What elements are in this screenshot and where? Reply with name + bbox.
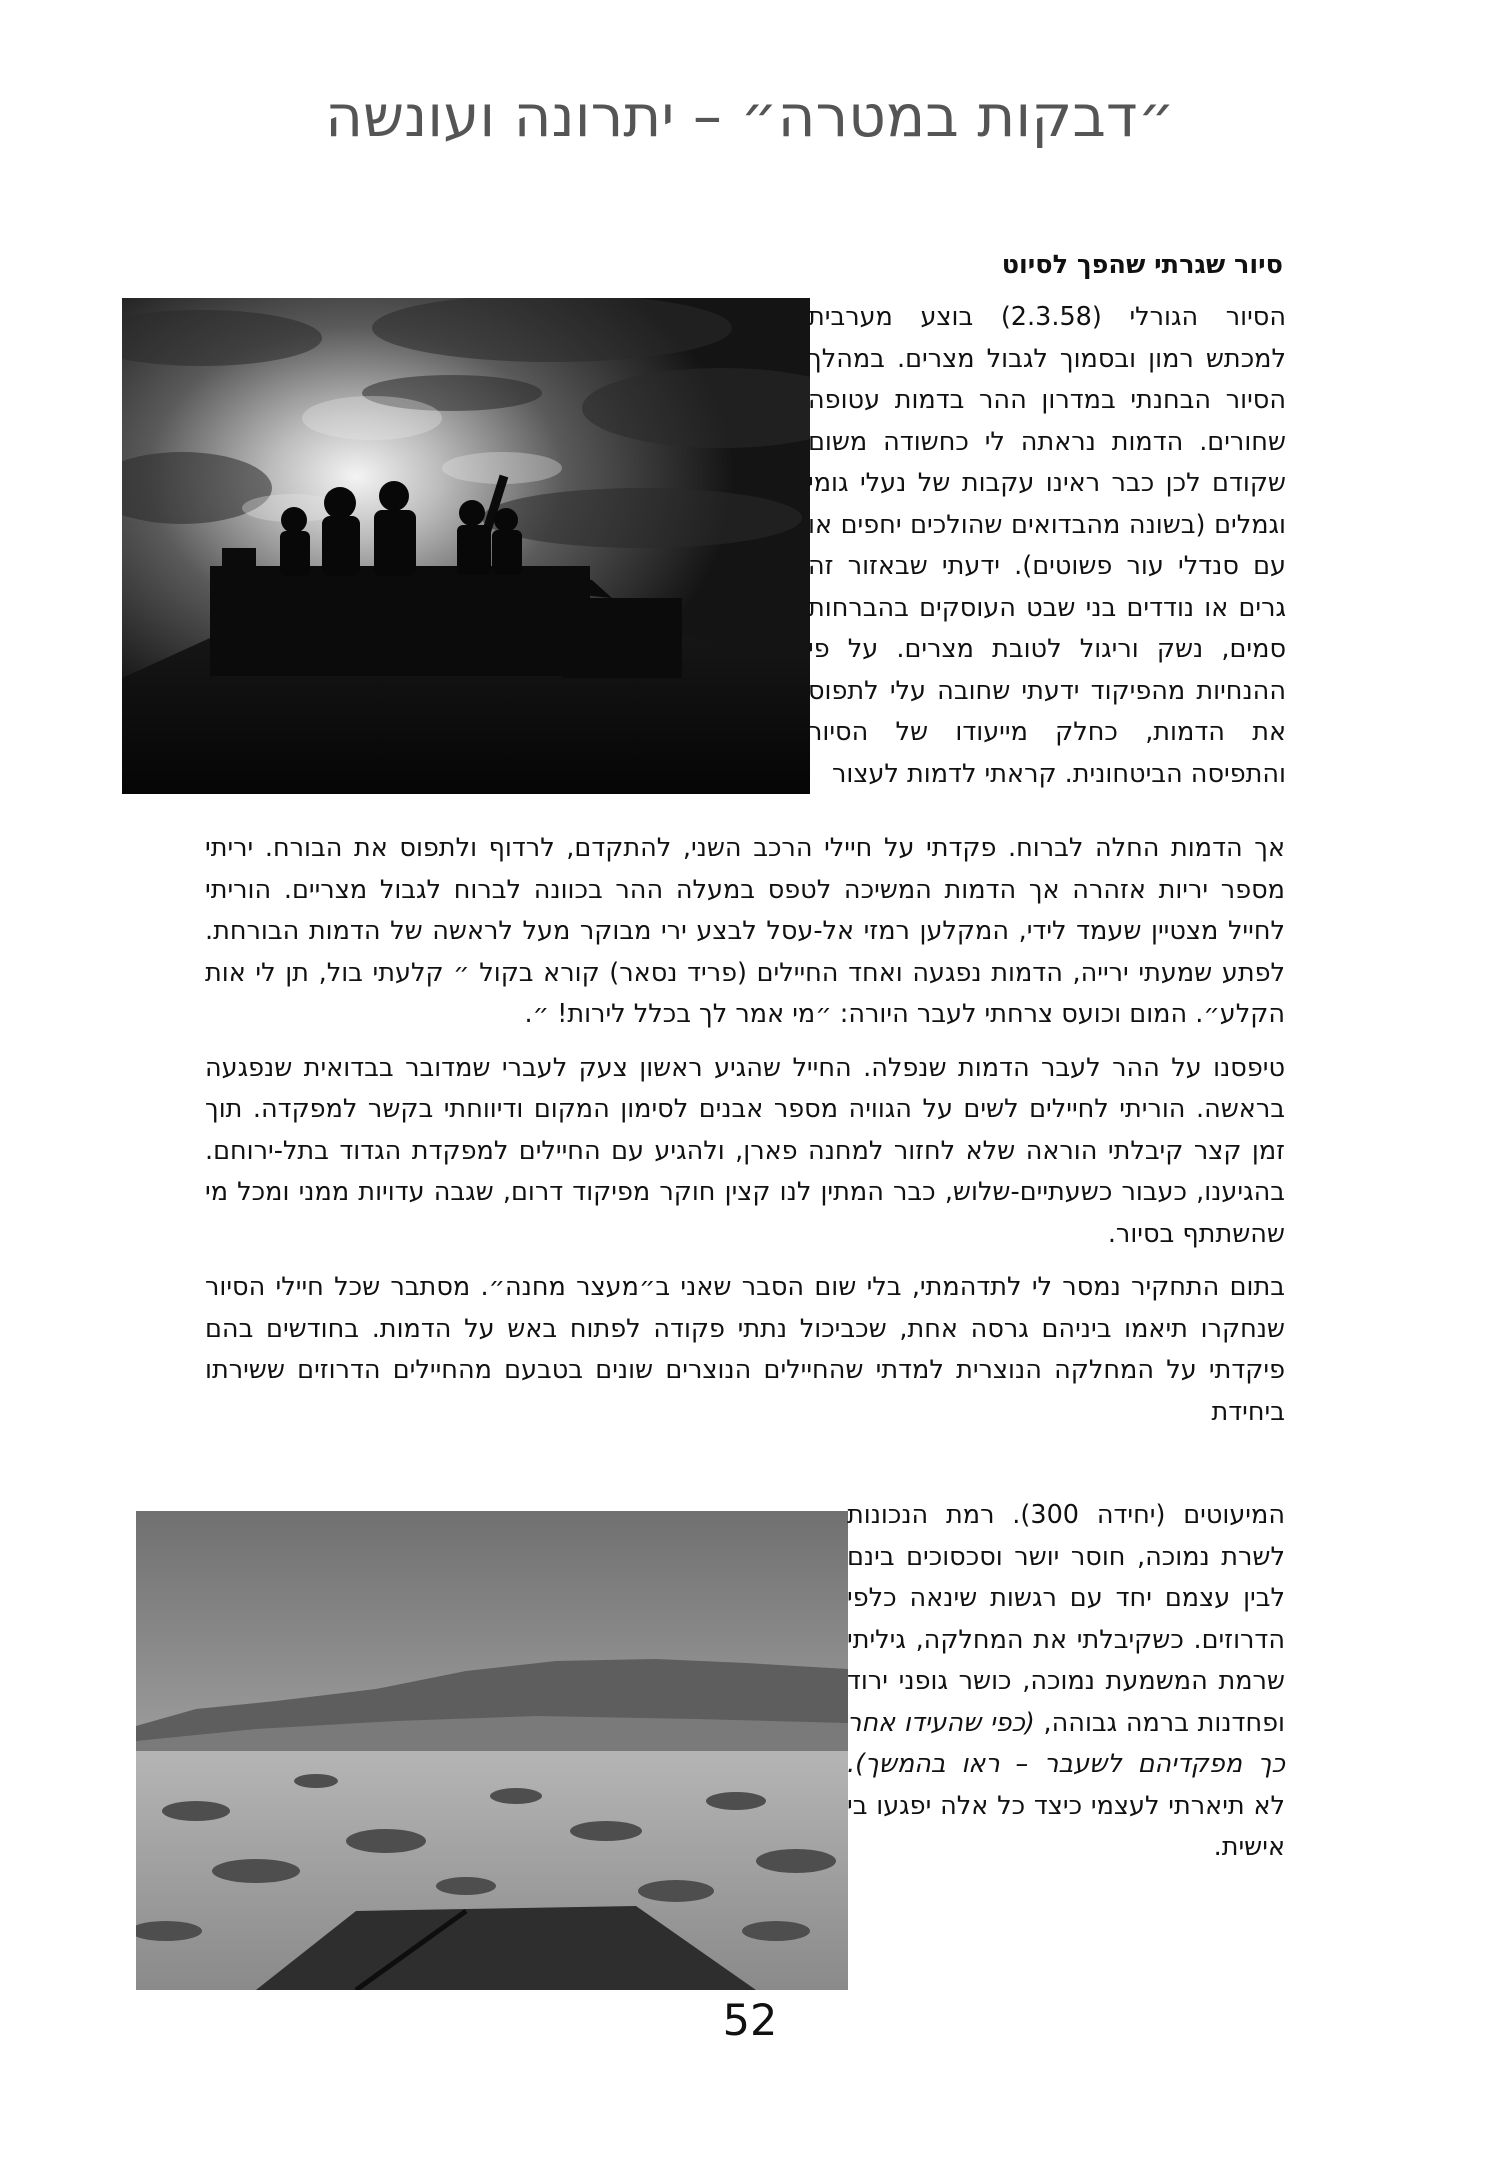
photo-desert-landscape <box>136 1511 848 1990</box>
paragraph-1-continued: אך הדמות החלה לברוח. פקדתי על חיילי הרכב השני, להתקדם, לרדוף ולתפוס את הבורח. יריתי מספר יריות אזהרה אך הדמות המשיכה לטפס במעלה ההר בכוונה לברוח לגבול מצריים. הוריתי לחייל מצטיין שעמד לידי, המקלען רמזי אל-עסל לבצע ירי מבוקר מעל לראשה של הדמות הבורחת. לפתע שמעתי ירייה, הדמות נפגעה ואחד החיילים (פריד נסאר) קורא בקול ״ קלעתי בול, תן לי אות הקלע״. המום וכועס צרחתי לעבר היורה: ״מי אמר לך בכלל לירות! ״. <box>205 833 1285 1029</box>
photo-soldiers-silhouette <box>122 298 810 794</box>
page-title: ״דבקות במטרה״ – יתרונה ועונשה <box>325 82 1175 150</box>
section-heading: סיור שגרתי שהפך לסיוט <box>1001 250 1283 280</box>
block3-beside-photo <box>847 1495 1285 1869</box>
paragraph-3-closing: לא תיארתי לעצמי כיצד כל אלה יפגעו בי אישית. <box>847 1790 1285 1862</box>
italic-note: (כפי שהעידו אחר כך מפקדיהם לשעבר – ראו בהמשך). <box>847 1707 1285 1779</box>
block-full-width-text <box>205 828 1285 1433</box>
paragraph-2: טיפסנו על ההר לעבר הדמות שנפלה. החייל שהגיע ראשון צעק לעברי שמדובר בבדואית שנפגעה בראשה. הוריתי לחיילים לשים על הגוויה מספר אבנים לסימון המקום ודיווחתי בקשר למפקדה. תוך זמן קצר קיבלתי הוראה שלא לחזור למחנה פארן, ולהגיע עם החיילים למפקדת הגדוד בתל-ירוחם. בהגיענו, כעבור כשעתיים-שלוש, כבר המתין לנו קצין חוקר מפיקוד דרום, שגבה עדויות ממני ומכל מי שהשתתף בסיור. <box>205 1052 1285 1249</box>
page-number: 52 <box>722 1996 778 2046</box>
paragraph-3-continued: המיעוטים (יחידה 300). רמת הנכונות לשרת נמוכה, חוסר יושר וסכסוכים בינם לבין עצמם יחד עם רגשות שינאה כלפי הדרוזים. כשקיבלתי את המחלקה, גיליתי שרמת המשמעת נמוכה, כושר גופני ירוד ופחדנות ברמה גבוהה, <box>847 1500 1286 1738</box>
paragraph-3-start: בתום התחקיר נמסר לי לתדהמתי, בלי שום הסבר שאני ב״מעצר מחנה״. מסתבר שכל חיילי הסיור שנחקרו תיאמו ביניהם גרסה אחת, שכביכול נתתי פקודה לפתוח באש על הדמות. בחודשים בהם פיקדתי על המחלקה הנוצרית למדתי שהחיילים הנוצרים שונים בטבעם מהחיילים הדרוזים ששירתו ביחידת <box>205 1272 1285 1427</box>
block1-beside-photo: הסיור הגורלי (2.3.58) בוצע מערבית למכתש רמון ובסמוך לגבול מצרים. במהלך הסיור הבחנתי במדרון ההר בדמות עטופה שחורים. הדמות נראתה לי כחשודה משום שקודם לכן כבר ראינו עקבות של נעלי גומי וגמלים (בשונה מהבדואים שהולכים יחפים או עם סנדלי עור פשוטים). ידעתי שבאזור זה גרים או נודדים בני שבט העוסקים בהברחות סמים, נשק וריגול לטובת מצרים. על פי ההנחיות מהפיקוד ידעתי שחובה עלי לתפוס את הדמות, כחלק מייעודו של הסיור והתפיסה הביטחונית. קראתי לדמות לעצור <box>808 302 1286 789</box>
